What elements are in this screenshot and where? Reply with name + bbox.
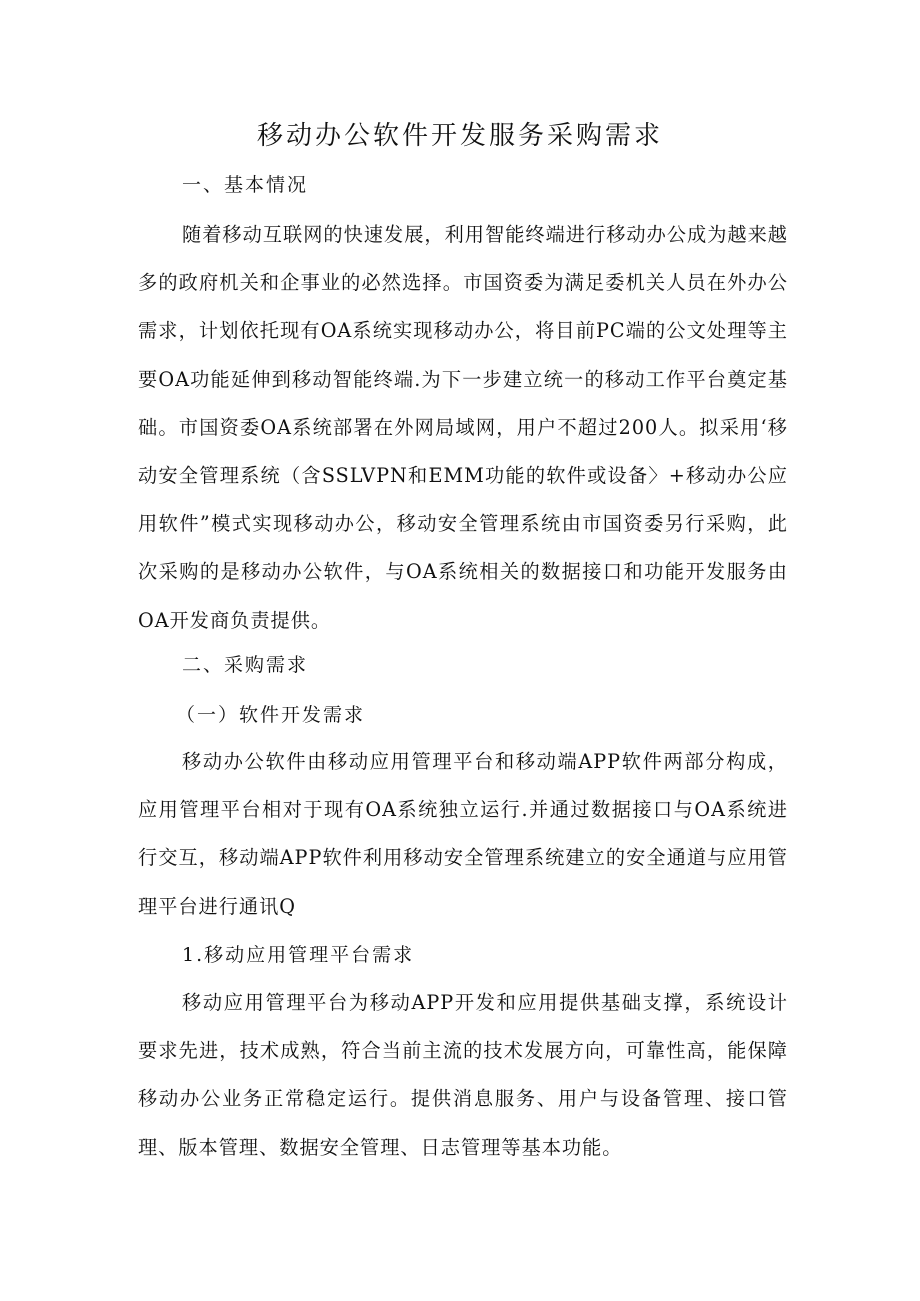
- item1-heading: 1.移动应用管理平台需求: [182, 944, 415, 966]
- section1-heading: 一、基本情况: [182, 174, 309, 196]
- subsection1-heading: （一）软件开发需求: [176, 704, 366, 726]
- section1-paragraph: 随着移动互联网的快速发展，利用智能终端进行移动办公成为越来越多的政府机关和企事业的必然选择。市国资委为满足委机关人员在外办公需求，计划依托现有OA系统实现移动办公，将目前PC端的公文处理等主要OA功能延伸到移动智能终端.为下一步建立统一的移动工作平台奠定基础。市国资委OA系统部署在外网局域网，用户不超过200人。拟采用‘移动安全管理系统（含SSLVPN和EMM功能的软件或设备〉+移动办公应用软件”模式实现移动办公，移动安全管理系统由市国资委另行采购，此次采购的是移动办公软件，与OA系统相关的数据接口和功能开发服务由OA开发商负责提供。: [138, 223, 788, 632]
- subsection1-paragraph: 移动办公软件由移动应用管理平台和移动端APP软件两部分构成，应用管理平台相对于现有OA系统独立运行.并通过数据接口与OA系统进行交互，移动端APP软件利用移动安全管理系统建立的安全通道与应用管理平台进行通讯Q: [138, 750, 788, 918]
- document-title: 移动办公软件开发服务采购需求: [256, 121, 663, 151]
- item1-paragraph: 移动应用管理平台为移动APP开发和应用提供基础支撑，系统设计要求先进，技术成熟，符合当前主流的技术发展方向，可靠性高，能保障移动办公业务正常稳定运行。提供消息服务、用户与设备管理、接口管理、版本管理、数据安全管理、日志管理等基本功能。: [138, 991, 788, 1159]
- section2-heading: 二、采购需求: [182, 654, 309, 676]
